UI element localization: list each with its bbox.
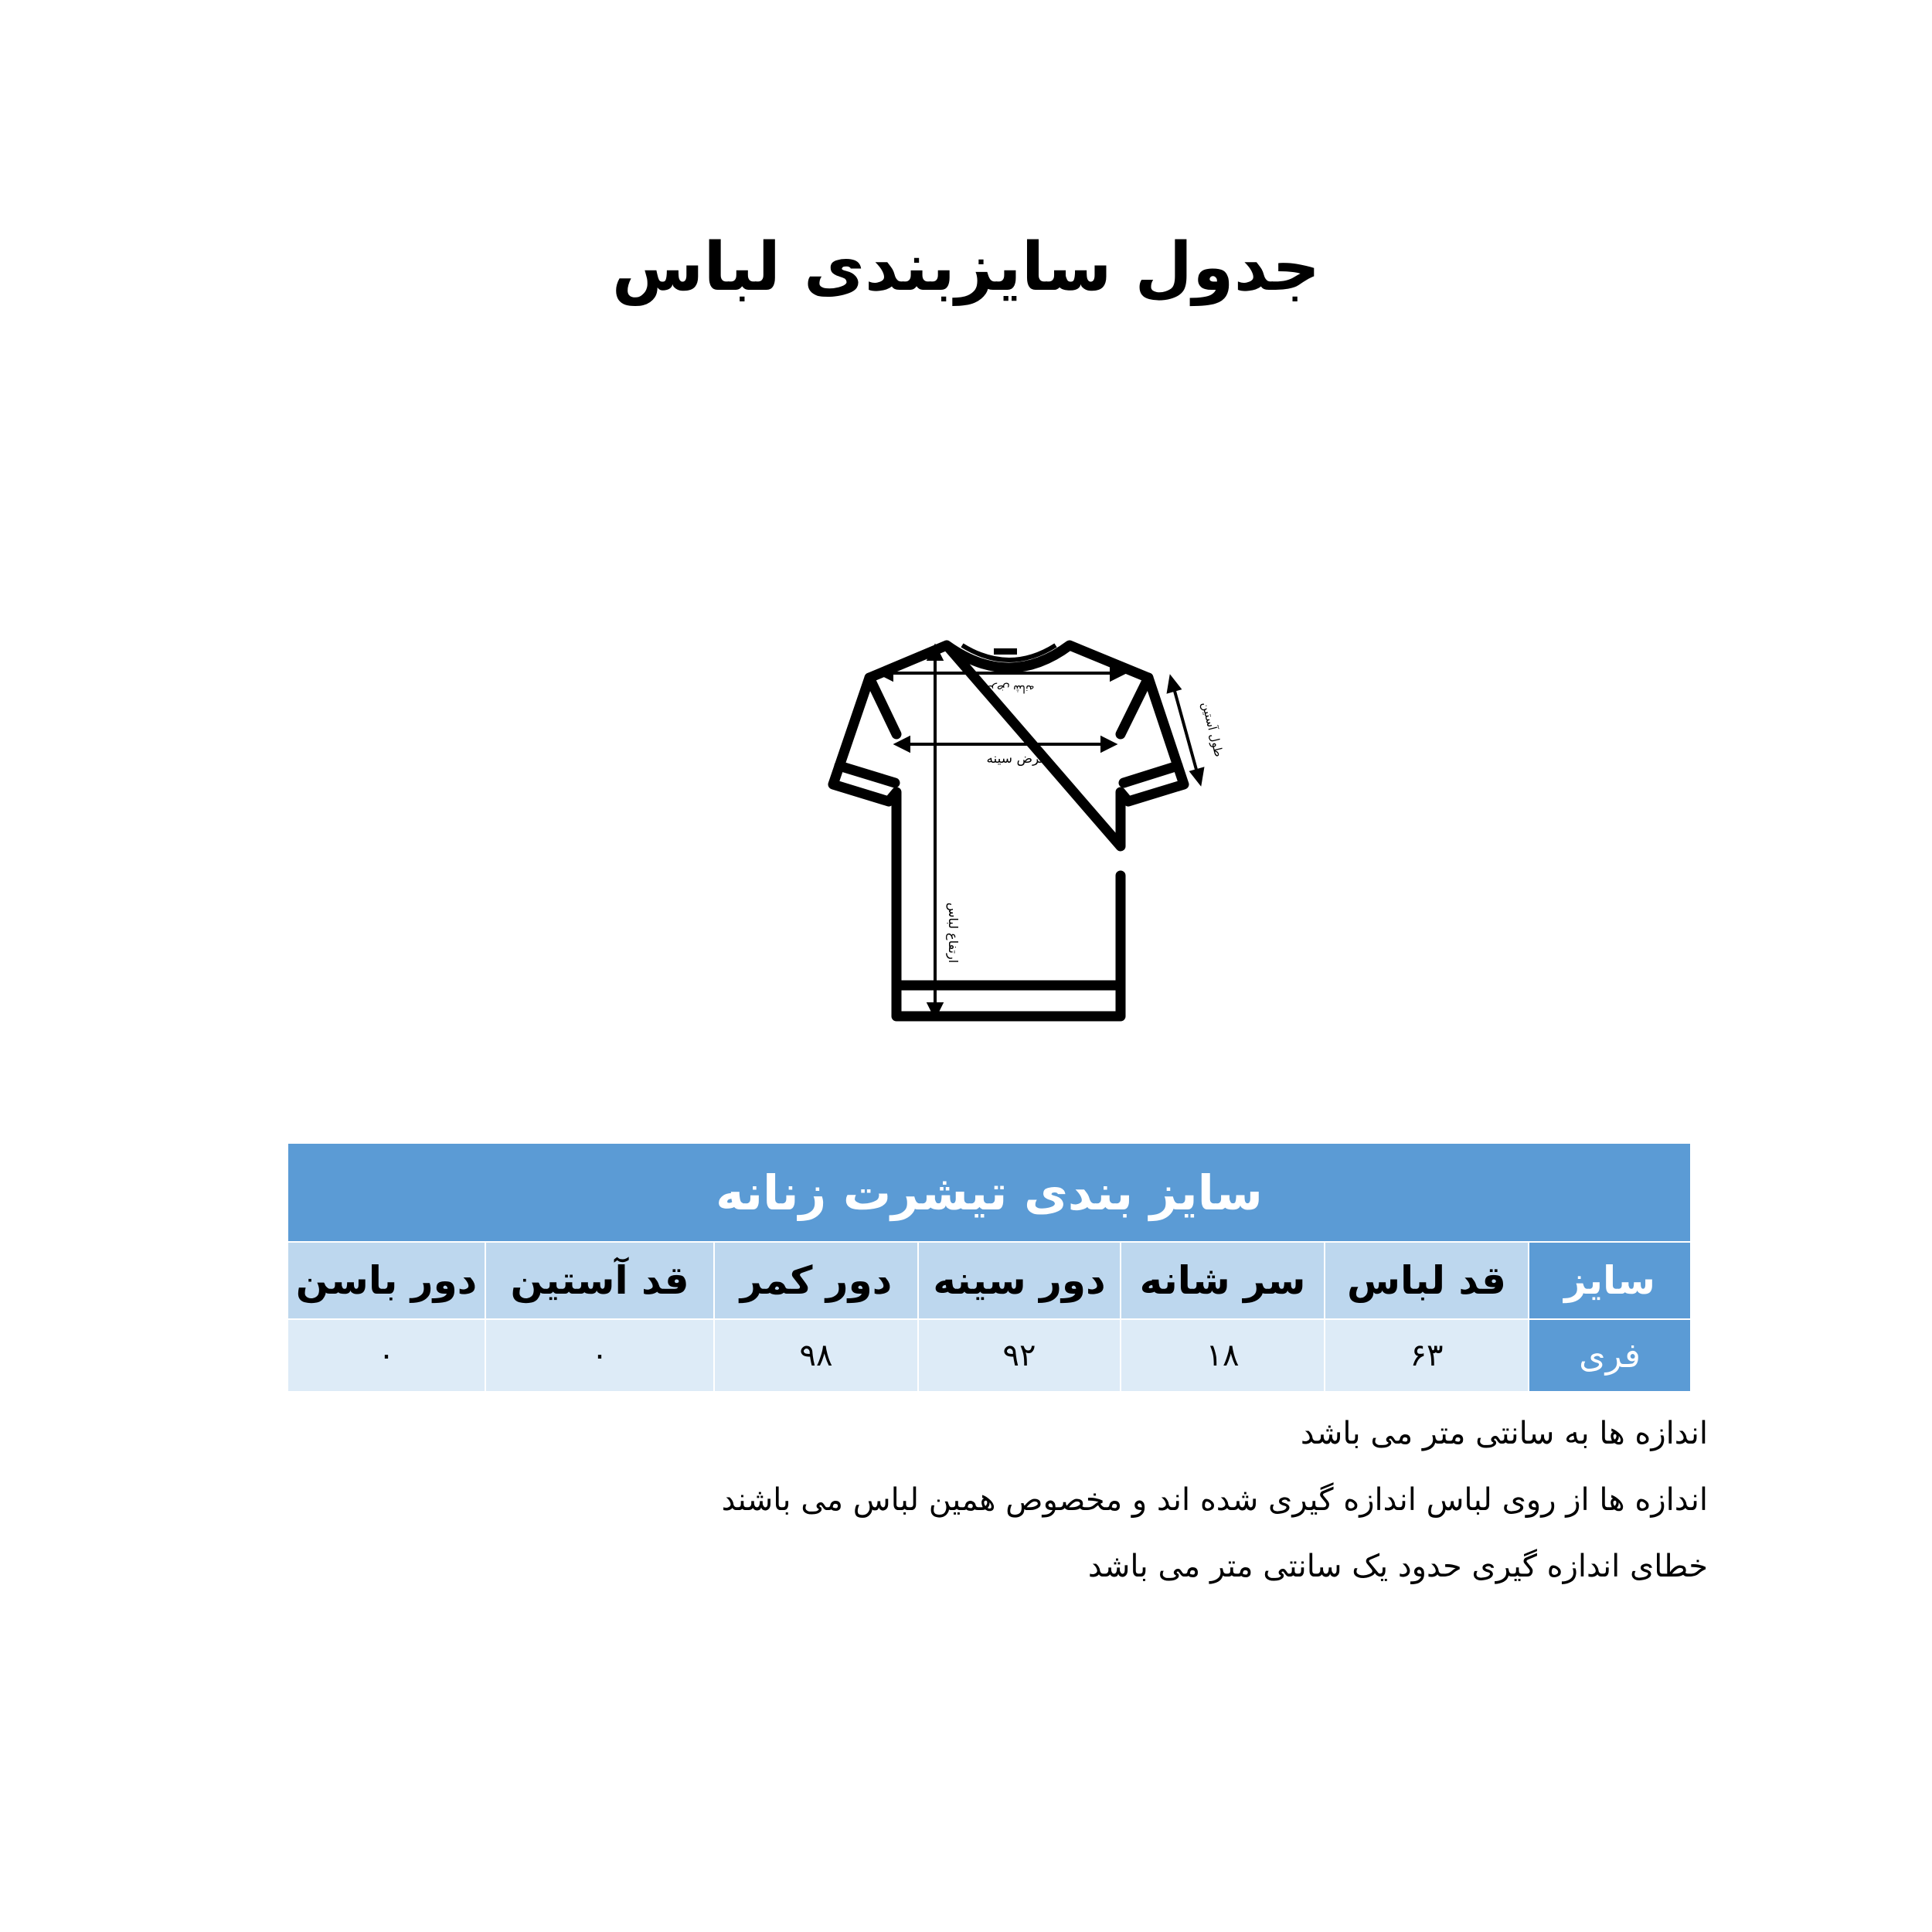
page-title: جدول سایزبندی لباس: [611, 229, 1321, 306]
table-row: [287, 1319, 1691, 1392]
header-waist: دور کمر: [714, 1242, 918, 1319]
size-table: [287, 1142, 1692, 1393]
neck-label-icon: [994, 648, 1017, 655]
header-shoulder: سر شانه: [1121, 1242, 1325, 1319]
table-caption: سایز بندی تیشرت زنانه: [287, 1143, 1691, 1242]
left-cuff-line: [839, 766, 895, 783]
length-label: ارتفاع لباس: [946, 902, 961, 964]
note-error: خطای اندازه گیری حدود یک سانتی متر می باشد: [1087, 1549, 1708, 1584]
table-caption-row: [287, 1143, 1691, 1242]
shoulder-label: عرض شانه: [984, 682, 1035, 695]
cell-chest: ۹۲: [918, 1319, 1121, 1392]
cell-sleeve: ۰: [485, 1319, 714, 1392]
chest-label: عرض سینه: [986, 751, 1048, 767]
right-cuff-line: [1124, 766, 1178, 783]
header-chest: دور سینه: [918, 1242, 1121, 1319]
tshirt-measurement-diagram: [811, 630, 1244, 1032]
right-armhole-line: [1121, 678, 1148, 734]
note-measured: اندازه ها از روی لباس اندازه گیری شده اند و مخصوص همین لباس می باشند: [721, 1482, 1708, 1518]
table-header-row: [287, 1242, 1691, 1319]
sleeve-label: طول آستین: [1199, 700, 1226, 759]
left-armhole-line: [869, 678, 896, 734]
cell-shoulder: ۱۸: [1121, 1319, 1325, 1392]
notes: [541, 1400, 1708, 1600]
header-hip: دور باسن: [287, 1242, 485, 1319]
header-sleeve: قد آستین: [485, 1242, 714, 1319]
cell-waist: ۹۸: [714, 1319, 918, 1392]
header-length: قد لباس: [1325, 1242, 1529, 1319]
cell-size: فری: [1529, 1319, 1691, 1392]
cell-hip: ۰: [287, 1319, 485, 1392]
note-units: اندازه ها به سانتی متر می باشد: [1300, 1416, 1708, 1451]
header-size: سایز: [1529, 1242, 1691, 1319]
cell-length: ۶۳: [1325, 1319, 1529, 1392]
